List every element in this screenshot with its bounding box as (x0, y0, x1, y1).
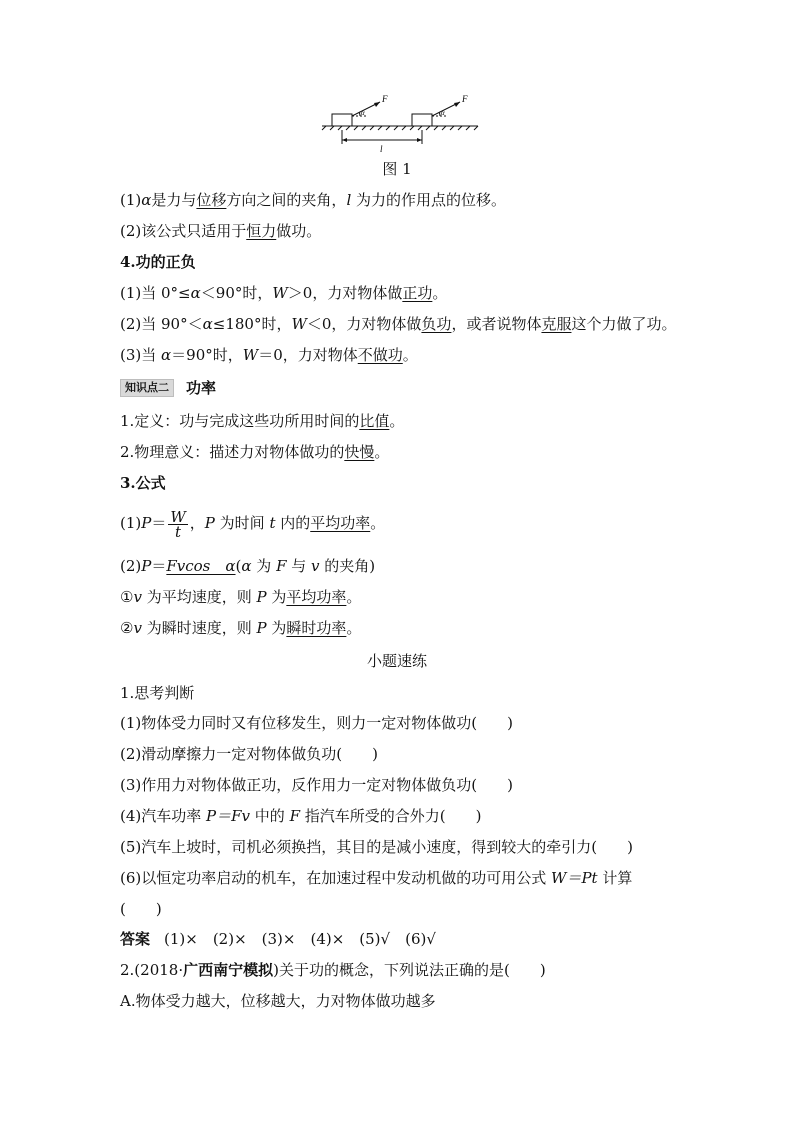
question-2: 2.(2018·广西南宁模拟)关于功的概念，下列说法正确的是( ) (120, 961, 546, 979)
judge-item-2: (2)滑动摩擦力一定对物体做负功( ) (120, 745, 378, 763)
block-right (412, 114, 432, 126)
case-average-power: ①v 为平均速度，则 P 为平均功率。 (120, 588, 362, 606)
section-4-heading: 4.功的正负 (120, 253, 196, 271)
judge-item-5: (5)汽车上坡时，司机必须换挡，其目的是减小速度，得到较大的牵引力( ) (120, 838, 633, 856)
arrow-head-icon (454, 102, 460, 107)
angle-label-left: α (361, 109, 365, 117)
formula-2: (2)P＝Fvcos α(α 为 F 与 v 的夹角) (120, 557, 376, 575)
question-2-option-a: A.物体受力越大，位移越大，力对物体做功越多 (120, 992, 436, 1010)
judge-item-3: (3)作用力对物体做正功，反作用力一定对物体做负功( ) (120, 776, 513, 794)
knowledge-point-2-header (120, 378, 216, 398)
sign-rule-2: (2)当 90°＜α≤180°时，W＜0，力对物体做负功，或者说物体克服这个力做了功。 (120, 315, 677, 333)
knowledge-point-tag: 知识点二 (120, 379, 174, 397)
judge-item-4: (4)汽车功率 P＝Fv 中的 F 指汽车所受的合外力( ) (120, 807, 482, 825)
force-label-left: F (382, 94, 388, 104)
formula-heading: 3.公式 (120, 474, 166, 492)
length-label: l (380, 144, 383, 154)
knowledge-point-title: 功率 (186, 379, 217, 397)
practice-title: 小题速练 (366, 652, 427, 670)
figure-caption: 图 1 (382, 160, 412, 178)
arrow-head-icon (374, 102, 380, 107)
judge-item-1: (1)物体受力同时又有位移发生，则力一定对物体做功( ) (120, 714, 513, 732)
angle-label-right: α (441, 109, 445, 117)
formula-1: (1)P＝ $\frac{W}{t}$ ，P 为时间 t 内的平均功率。 (120, 507, 386, 541)
sign-rule-3: (3)当 α＝90°时，W＝0，力对物体不做功。 (120, 346, 418, 364)
case-instant-power: ②v 为瞬时速度，则 P 为瞬时功率。 (120, 619, 362, 637)
force-label-right: F (462, 94, 468, 104)
sign-rule-1: (1)当 0°≤α＜90°时，W＞0，力对物体做正功。 (120, 284, 448, 302)
judge-heading: 1.思考判断 (120, 684, 195, 702)
figure-force-displacement (320, 92, 480, 154)
power-meaning: 2.物理意义：描述力对物体做功的快慢。 (120, 443, 390, 461)
answer-line (120, 929, 436, 949)
fraction-w-over-t: $\frac{W}{t}$ (170, 507, 186, 541)
note-1: (1)α是力与位移方向之间的夹角，l 为力的作用点的位移。 (120, 191, 507, 209)
power-definition: 1.定义：功与完成这些功所用时间的比值。 (120, 412, 405, 430)
judge-item-6: (6)以恒定功率启动的机车，在加速过程中发动机做的功可用公式 W＝Pt 计算 (120, 869, 633, 887)
note-2: (2)该公式只适用于恒力做功。 (120, 222, 322, 240)
judge-item-6-cont: ( ) (120, 900, 162, 918)
answer-text: (1)× (2)× (3)× (4)× (5)√ (6)√ (164, 930, 436, 948)
answer-label: 答案 (120, 930, 151, 948)
block-left (332, 114, 352, 126)
